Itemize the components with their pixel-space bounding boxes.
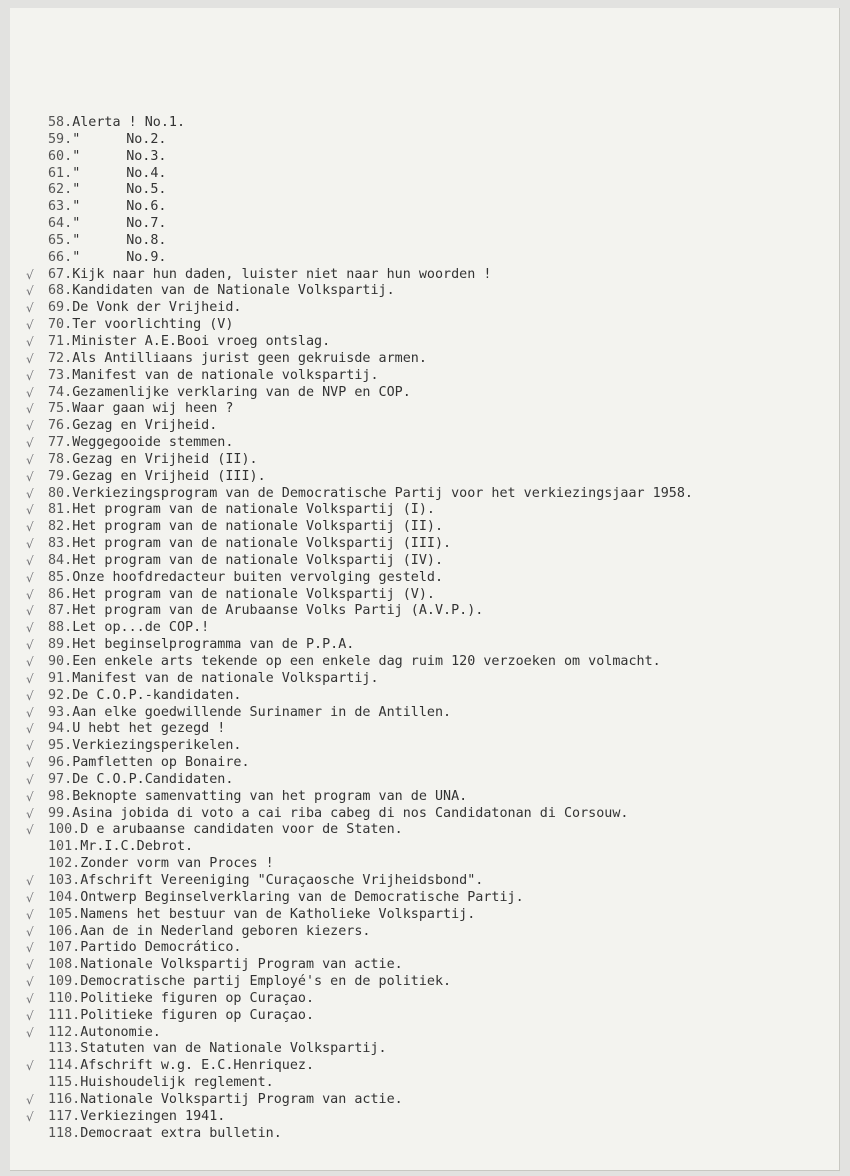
check-mark-icon: √	[26, 436, 34, 451]
list-item	[26, 468, 693, 486]
item-title: Gezag en Vrijheid (II).	[72, 451, 258, 467]
list-item	[26, 822, 693, 839]
check-mark-icon: √	[26, 452, 34, 467]
item-number: 74.	[48, 384, 73, 400]
check-mark-icon: √	[26, 402, 34, 417]
check-mark-icon: √	[26, 655, 34, 669]
item-number: 63.	[48, 199, 73, 215]
list-item	[26, 266, 693, 284]
check-mark-icon: √	[26, 958, 34, 973]
list-item	[48, 199, 693, 216]
item-number: 116.	[48, 1091, 81, 1107]
list-item	[48, 216, 693, 233]
item-title: Manifest van de nationale Volkspartij.	[72, 670, 379, 686]
ditto-mark: "	[72, 148, 81, 164]
list-item	[26, 872, 693, 890]
item-title: Minister A.E.Booi vroeg ontslag.	[72, 333, 331, 349]
item-number: 81.	[48, 502, 73, 518]
list-item	[26, 333, 693, 351]
list-item	[26, 536, 693, 553]
item-title: Het program van de nationale Volkspartij (V).	[72, 586, 435, 602]
check-mark-icon: √	[26, 638, 34, 653]
item-title: Beknopte samenvatting van het program van de UNA.	[72, 788, 468, 804]
list-item	[26, 704, 693, 722]
list-item	[26, 552, 693, 570]
list-item	[26, 451, 693, 469]
item-number: 98.	[48, 788, 73, 804]
ditto-mark: "	[72, 182, 81, 198]
item-title: No.6.	[126, 199, 167, 215]
check-mark-icon: √	[26, 1109, 34, 1124]
list-item	[48, 856, 693, 873]
item-title: Weggegooide stemmen.	[72, 435, 234, 451]
item-number: 113.	[48, 1041, 81, 1057]
check-mark-icon: √	[26, 570, 34, 585]
item-number: 95.	[48, 738, 73, 754]
item-number: 105.	[48, 906, 81, 922]
list-item	[26, 940, 693, 957]
item-title: Manifest van de nationale volkspartij.	[72, 367, 379, 383]
list-item	[26, 283, 693, 300]
item-number: 94.	[48, 721, 73, 737]
item-number: 96.	[48, 755, 73, 771]
check-mark-icon: √	[26, 368, 34, 383]
item-title: No.2.	[126, 131, 167, 147]
item-title: Afschrift Vereeniging "Curaçaosche Vrijheidsbond".	[80, 872, 484, 888]
list-item	[26, 300, 693, 317]
list-item	[26, 906, 693, 924]
item-number: 101.	[48, 839, 81, 855]
item-title: Politieke figuren op Curaçao.	[80, 1007, 315, 1023]
ditto-mark: "	[72, 199, 81, 215]
item-number: 112.	[48, 1024, 81, 1040]
list-item	[26, 974, 693, 991]
check-mark-icon: √	[26, 671, 34, 686]
list-item	[48, 1126, 693, 1143]
item-number: 97.	[48, 771, 73, 787]
check-mark-icon: √	[26, 267, 34, 282]
item-title: Asina jobida di voto a cai riba cabeg di nos Candidatonan di Corsouw.	[72, 805, 629, 821]
ditto-mark: "	[72, 216, 81, 232]
item-title: Verkiezingsperikelen.	[72, 738, 242, 754]
item-number: 109.	[48, 974, 81, 990]
item-number: 111.	[48, 1007, 81, 1023]
item-number: 93.	[48, 704, 73, 720]
list-item	[48, 166, 693, 183]
check-mark-icon: √	[26, 688, 34, 703]
item-title: Het program van de nationale Volkspartij (III).	[72, 536, 452, 552]
list-item	[26, 1108, 693, 1126]
check-mark-icon: √	[26, 1025, 34, 1040]
item-title: No.7.	[126, 216, 167, 232]
item-title: Het beginselprogramma van de P.P.A.	[72, 637, 355, 653]
item-number: 103.	[48, 872, 81, 888]
check-mark-icon: √	[26, 890, 34, 905]
check-mark-icon: √	[26, 772, 34, 787]
ditto-mark: "	[72, 131, 81, 147]
item-number: 83.	[48, 536, 73, 552]
item-title: De C.O.P.-kandidaten.	[72, 687, 242, 703]
item-title: Let op...de COP.!	[72, 620, 210, 636]
ditto-mark: "	[72, 232, 81, 248]
item-title: Afschrift w.g. E.C.Henriquez.	[80, 1058, 315, 1074]
item-number: 91.	[48, 670, 73, 686]
check-mark-icon: √	[26, 503, 34, 518]
list-item	[26, 654, 693, 671]
check-mark-icon: √	[26, 739, 34, 754]
check-mark-icon: √	[26, 722, 34, 737]
item-title: Statuten van de Nationale Volkspartij.	[80, 1041, 387, 1057]
item-title: No.5.	[126, 182, 167, 198]
list-item	[26, 1024, 693, 1042]
item-number: 82.	[48, 519, 73, 535]
item-number: 67.	[48, 266, 73, 282]
item-number: 92.	[48, 687, 73, 703]
list-item	[26, 620, 693, 637]
item-number: 100.	[48, 822, 81, 838]
item-title: Alerta ! No.1.	[72, 115, 186, 130]
item-title: Het program van de nationale Volkspartij (II).	[72, 519, 444, 535]
item-title: No.3.	[126, 148, 167, 164]
list-item	[26, 603, 693, 620]
item-number: 62.	[48, 182, 73, 198]
item-number: 64.	[48, 216, 73, 232]
item-number: 60.	[48, 148, 73, 164]
item-title: Namens het bestuur van de Katholieke Volkspartij.	[80, 906, 476, 922]
item-title: Politieke figuren op Curaçao.	[80, 990, 315, 1006]
check-mark-icon: √	[26, 907, 34, 922]
item-number: 73.	[48, 367, 73, 383]
item-title: Een enkele arts tekende op een enkele dag ruim 120 verzoeken om volmacht.	[72, 654, 661, 669]
item-title: Als Antilliaans jurist geen gekruisde armen.	[72, 350, 427, 366]
item-number: 78.	[48, 451, 73, 467]
check-mark-icon: √	[26, 1008, 34, 1023]
item-title: Gezag en Vrijheid.	[72, 418, 218, 434]
check-mark-icon: √	[26, 385, 34, 400]
list-item	[26, 1091, 693, 1109]
item-title: No.9.	[126, 249, 167, 265]
item-title: Gezag en Vrijheid (III).	[72, 468, 266, 484]
list-item	[26, 317, 693, 334]
list-item	[26, 687, 693, 705]
check-mark-icon: √	[26, 789, 34, 804]
item-number: 110.	[48, 990, 81, 1006]
item-number: 69.	[48, 300, 73, 316]
check-mark-icon: √	[26, 941, 34, 956]
pamphlet-list	[26, 115, 693, 1142]
list-item	[26, 1007, 693, 1025]
list-item	[26, 670, 693, 688]
document-page	[10, 8, 840, 1171]
item-number: 88.	[48, 620, 73, 636]
list-item	[26, 350, 693, 368]
item-title: D e arubaanse candidaten voor de Staten.	[80, 822, 403, 838]
item-number: 80.	[48, 485, 73, 501]
check-mark-icon: √	[26, 621, 34, 636]
list-item	[26, 889, 693, 907]
item-number: 107.	[48, 940, 81, 956]
item-title: Kijk naar hun daden, luister niet naar hun woorden !	[72, 266, 492, 282]
check-mark-icon: √	[26, 1092, 34, 1107]
item-title: Aan de in Nederland geboren kiezers.	[80, 923, 371, 939]
check-mark-icon: √	[26, 924, 34, 939]
list-item	[26, 502, 693, 519]
item-title: Pamfletten op Bonaire.	[72, 755, 250, 771]
check-mark-icon: √	[26, 553, 34, 568]
item-title: Het program van de Arubaanse Volks Partij (A.V.P.).	[72, 603, 484, 619]
item-title: Gezamenlijke verklaring van de NVP en COP.	[72, 384, 411, 400]
item-title: Ontwerp Beginselverklaring van de Democratische Partij.	[80, 889, 524, 905]
list-item	[26, 519, 693, 536]
list-item	[26, 721, 693, 738]
item-number: 118.	[48, 1125, 81, 1141]
list-item	[26, 418, 693, 435]
list-item	[48, 132, 693, 149]
list-item	[26, 923, 693, 941]
check-mark-icon: √	[26, 587, 34, 602]
check-mark-icon: √	[26, 318, 34, 333]
item-title: Het program van de nationale Volkspartij (IV).	[72, 552, 444, 568]
check-mark-icon: √	[26, 520, 34, 535]
item-title: Huishoudelijk reglement.	[80, 1075, 274, 1091]
check-mark-icon: √	[26, 991, 34, 1006]
check-mark-icon: √	[26, 469, 34, 484]
list-item	[26, 957, 693, 974]
list-item	[26, 435, 693, 452]
item-title: Zonder vorm van Proces !	[80, 856, 274, 872]
list-item	[26, 805, 693, 823]
item-number: 71.	[48, 333, 73, 349]
item-number: 104.	[48, 889, 81, 905]
list-item	[26, 586, 693, 604]
list-item	[26, 788, 693, 806]
item-title: Kandidaten van de Nationale Volkspartij.	[72, 283, 395, 299]
item-number: 115.	[48, 1075, 81, 1091]
item-number: 87.	[48, 603, 73, 619]
item-title: No.4.	[126, 165, 167, 181]
item-title: De Vonk der Vrijheid.	[72, 300, 242, 316]
item-title: Autonomie.	[80, 1024, 161, 1040]
list-item	[26, 990, 693, 1008]
item-number: 85.	[48, 569, 73, 585]
list-item	[48, 115, 693, 132]
check-mark-icon: √	[26, 419, 34, 434]
item-title: No.8.	[126, 232, 167, 248]
check-mark-icon: √	[26, 537, 34, 552]
check-mark-icon: √	[26, 284, 34, 299]
item-number: 99.	[48, 805, 73, 821]
list-item	[26, 637, 693, 654]
item-number: 84.	[48, 552, 73, 568]
list-item	[26, 569, 693, 587]
check-mark-icon: √	[26, 975, 34, 990]
check-mark-icon: √	[26, 486, 34, 501]
item-number: 66.	[48, 249, 73, 265]
check-mark-icon: √	[26, 301, 34, 316]
check-mark-icon: √	[26, 334, 34, 349]
check-mark-icon: √	[26, 1059, 34, 1074]
item-title: U hebt het gezegd !	[72, 721, 226, 737]
item-number: 102.	[48, 856, 81, 872]
check-mark-icon: √	[26, 873, 34, 888]
list-item	[48, 839, 693, 856]
item-number: 86.	[48, 586, 73, 602]
list-item	[26, 485, 693, 503]
item-number: 76.	[48, 418, 73, 434]
item-title: Aan elke goedwillende Surinamer in de Antillen.	[72, 704, 452, 720]
check-mark-icon: √	[26, 806, 34, 821]
item-number: 77.	[48, 435, 73, 451]
item-title: Mr.I.C.Debrot.	[80, 839, 194, 855]
item-number: 89.	[48, 637, 73, 653]
ditto-mark: "	[72, 165, 81, 181]
item-title: Verkiezingsprogram van de Democratische Partij voor het verkiezingsjaar 1958.	[72, 485, 693, 501]
item-title: Democratische partij Employé's en de politiek.	[80, 974, 452, 990]
item-number: 90.	[48, 654, 73, 669]
item-number: 61.	[48, 165, 73, 181]
item-number: 68.	[48, 283, 73, 299]
item-title: Onze hoofdredacteur buiten vervolging gesteld.	[72, 569, 444, 585]
check-mark-icon: √	[26, 604, 34, 619]
item-number: 114.	[48, 1058, 81, 1074]
list-item	[48, 182, 693, 199]
item-title: Waar gaan wij heen ?	[72, 401, 234, 417]
item-title: De C.O.P.Candidaten.	[72, 771, 234, 787]
list-item	[26, 384, 693, 402]
list-item	[26, 401, 693, 418]
item-number: 117.	[48, 1108, 81, 1124]
list-item	[48, 1041, 693, 1058]
item-number: 75.	[48, 401, 73, 417]
item-number: 70.	[48, 317, 73, 333]
item-number: 65.	[48, 232, 73, 248]
list-item	[26, 755, 693, 772]
item-number: 79.	[48, 468, 73, 484]
item-number: 59.	[48, 131, 73, 147]
item-number: 108.	[48, 957, 81, 973]
list-item	[48, 1075, 693, 1092]
item-title: Het program van de nationale Volkspartij (I).	[72, 502, 435, 518]
list-item	[26, 1058, 693, 1075]
item-title: Democraat extra bulletin.	[80, 1125, 282, 1141]
check-mark-icon: √	[26, 823, 34, 838]
list-item	[26, 771, 693, 789]
item-title: Nationale Volkspartij Program van actie.	[80, 957, 403, 973]
item-number: 58.	[48, 115, 73, 130]
item-number: 72.	[48, 350, 73, 366]
list-item	[48, 250, 693, 267]
item-title: Partido Democrático.	[80, 940, 242, 956]
item-title: Verkiezingen 1941.	[80, 1108, 226, 1124]
list-item	[26, 367, 693, 385]
check-mark-icon: √	[26, 351, 34, 366]
item-title: Nationale Volkspartij Program van actie.	[80, 1091, 403, 1107]
check-mark-icon: √	[26, 705, 34, 720]
list-item	[26, 738, 693, 755]
item-title: Ter voorlichting (V)	[72, 317, 234, 333]
check-mark-icon: √	[26, 756, 34, 771]
ditto-mark: "	[72, 249, 81, 265]
list-item	[48, 149, 693, 166]
item-number: 106.	[48, 923, 81, 939]
list-item	[48, 233, 693, 250]
